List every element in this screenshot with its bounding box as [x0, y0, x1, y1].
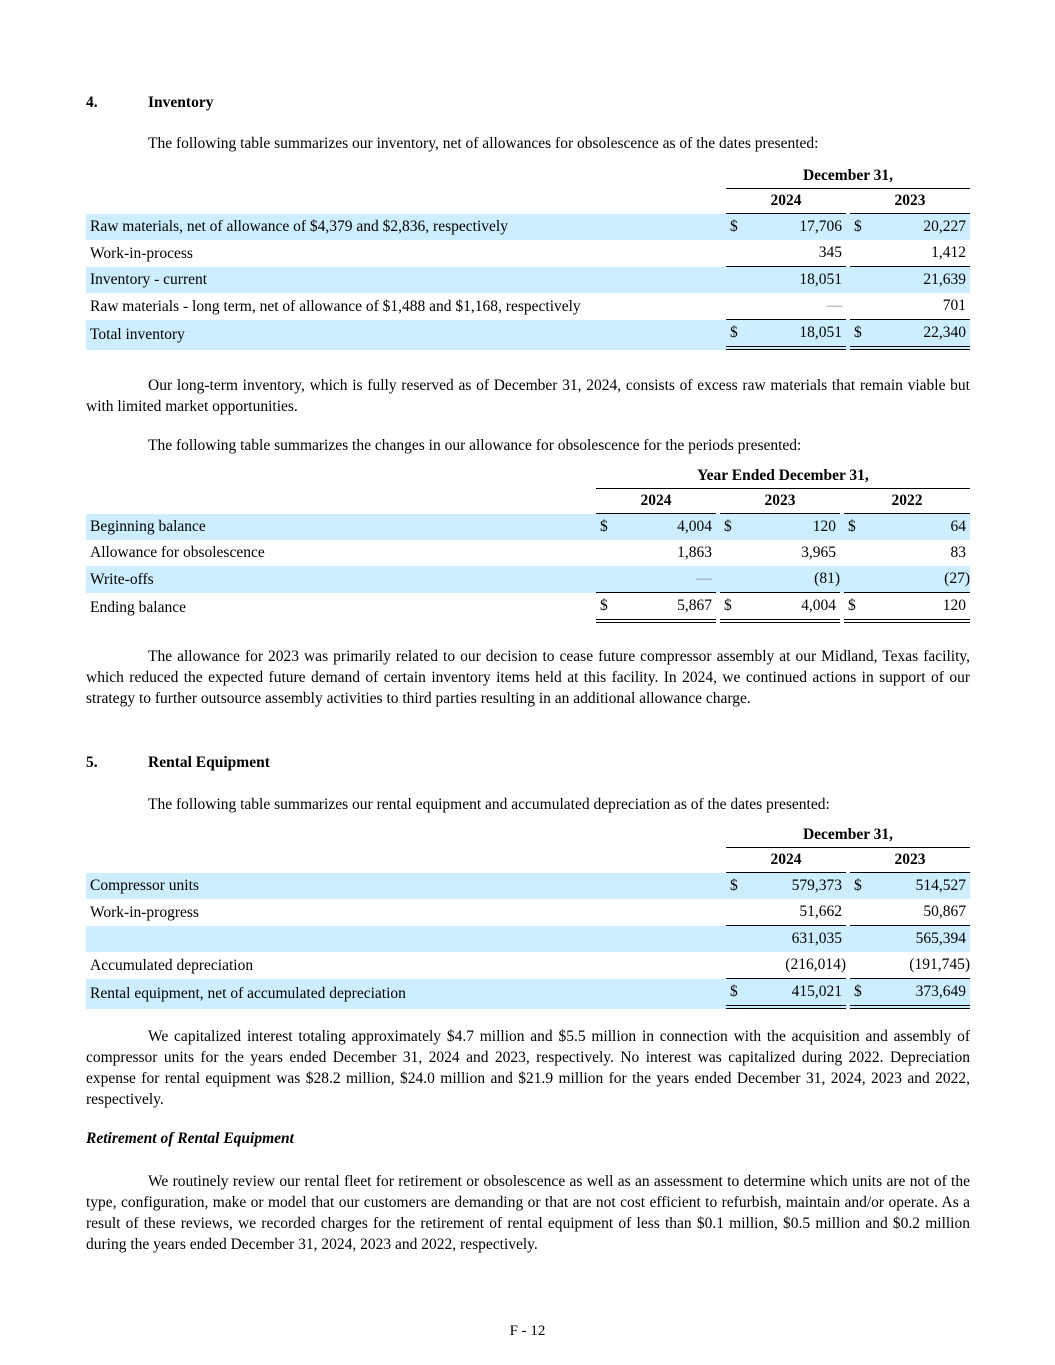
- section-number: 5.: [86, 754, 98, 771]
- cell-value: 4,004: [616, 514, 716, 540]
- row-label: Work-in-progress: [90, 903, 199, 921]
- dollar-sign: $: [720, 514, 740, 540]
- dollar-sign: $: [726, 979, 746, 1009]
- cell-value: 3,965: [801, 544, 836, 561]
- cell-value: 51,662: [746, 899, 846, 926]
- cell-value: 373,649: [870, 979, 970, 1009]
- table-row: [86, 566, 970, 593]
- cell-value: 64: [864, 514, 970, 540]
- section-number: 4.: [86, 94, 98, 111]
- row-label: Work-in-process: [90, 244, 193, 262]
- cell-value: (191,745): [870, 952, 970, 979]
- cell-value: 415,021: [746, 979, 846, 1009]
- column-header-2023: 2023: [720, 489, 840, 514]
- cell-value: 50,867: [870, 899, 970, 926]
- dollar-sign: $: [850, 320, 870, 350]
- dollar-sign: $: [850, 873, 870, 899]
- row-label: Raw materials, net of allowance of $4,379 and $2,836, respectively: [86, 214, 722, 240]
- cell-value: 120: [864, 593, 970, 623]
- column-header-2022: 2022: [844, 489, 970, 514]
- cell-value: (216,014): [746, 952, 846, 979]
- long-term-inventory-paragraph: Our long-term inventory, which is fully reserved as of December 31, 2024, consists of excess raw materials that remain viable but with limited market opportunities.: [86, 377, 970, 415]
- table-row: [86, 540, 970, 566]
- allowance-table-intro: The following table summarizes the changes in our allowance for obsolescence for the periods presented:: [148, 437, 802, 454]
- row-label: Allowance for obsolescence: [90, 544, 265, 561]
- table-row: [86, 926, 970, 952]
- dollar-sign: $: [596, 593, 616, 623]
- row-label: Write-offs: [86, 566, 592, 593]
- row-label: Rental equipment, net of accumulated depreciation: [86, 979, 722, 1009]
- table-row: [86, 320, 970, 350]
- capitalized-interest-paragraph: We capitalized interest totaling approximately $4.7 million and $5.5 million in connection with the acquisition and assembly of compressor units for the years ended December 31, 2024 and 2023, respectively. No interest was capitalized during 2022. Depreciation expense for rental equipment was $28.2 million, $24.0 million and $21.9 million for the years ended December 31, 2024, 2023 and 2022, respectively.: [86, 1028, 970, 1108]
- dollar-sign: $: [726, 214, 746, 240]
- section-5-heading: [86, 754, 270, 772]
- table-row: [86, 952, 970, 979]
- cell-value: 579,373: [746, 873, 846, 899]
- cell-value: —: [746, 293, 846, 320]
- table-row: [86, 593, 970, 623]
- column-group-header: Year Ended December 31,: [596, 464, 970, 489]
- cell-value: (27): [864, 566, 970, 593]
- table-row: [86, 899, 970, 926]
- section-title: Rental Equipment: [148, 754, 270, 771]
- cell-value: (81): [740, 566, 840, 593]
- cell-value: 5,867: [616, 593, 716, 623]
- cell-value: 4,004: [740, 593, 840, 623]
- cell-value: 21,639: [870, 267, 970, 293]
- rental-equipment-table: [86, 823, 970, 1009]
- cell-value: 18,051: [746, 320, 846, 350]
- inventory-table-intro: The following table summarizes our inventory, net of allowances for obsolescence as of the dates presented:: [148, 135, 819, 152]
- allowance-explanation-paragraph: The allowance for 2023 was primarily related to our decision to cease future compressor assembly at our Midland, Texas facility, which reduced the expected future demand of certain inventory items held at this facility. In 2024, we continued actions in support of our strategy to further outsource assembly activities to third parties resulting in an additional allowance charge.: [86, 648, 970, 707]
- retirement-paragraph: We routinely review our rental fleet for retirement or obsolescence as well as an assessment to determine which units are not of the type, configuration, make or model that our customers are demanding or that are not cost efficient to refurbish, maintain and/or operate. As a result of these reviews, we recorded charges for the retirement of rental equipment of less than $0.1 million, $0.5 million and $0.2 million during the years ended December 31, 2024, 2023 and 2022, respectively.: [86, 1173, 970, 1253]
- cell-value: 83: [950, 544, 966, 561]
- row-label: Beginning balance: [86, 514, 592, 540]
- cell-value: 18,051: [746, 267, 846, 293]
- inventory-table: [86, 164, 970, 350]
- dollar-sign: $: [844, 514, 864, 540]
- table-row: [86, 979, 970, 1009]
- column-header-2023: 2023: [850, 189, 970, 214]
- table-row: [86, 214, 970, 240]
- dollar-sign: $: [720, 593, 740, 623]
- row-label: Compressor units: [86, 873, 722, 899]
- dollar-sign: $: [726, 320, 746, 350]
- column-header-2024: 2024: [726, 189, 846, 214]
- cell-value: 631,035: [746, 926, 846, 952]
- table-row: [86, 293, 970, 320]
- table-row: [86, 873, 970, 899]
- column-header-2023: 2023: [850, 848, 970, 873]
- cell-value: 701: [870, 293, 970, 320]
- retirement-subheading: Retirement of Rental Equipment: [86, 1130, 294, 1147]
- dollar-sign: $: [596, 514, 616, 540]
- cell-value: —: [616, 566, 716, 593]
- cell-value: 120: [740, 514, 840, 540]
- page-number: F - 12: [509, 1323, 546, 1339]
- cell-value: 17,706: [746, 214, 846, 240]
- allowance-table: [86, 464, 970, 623]
- row-label: [86, 926, 722, 952]
- row-label: Raw materials - long term, net of allowance of $1,488 and $1,168, respectively: [90, 297, 581, 315]
- row-label: Ending balance: [90, 599, 186, 616]
- row-label: Accumulated depreciation: [90, 956, 254, 974]
- cell-value: 514,527: [870, 873, 970, 899]
- row-label: Total inventory: [86, 320, 722, 350]
- column-header-2024: 2024: [726, 848, 846, 873]
- cell-value: 345: [746, 240, 846, 267]
- column-group-header: December 31,: [726, 164, 970, 189]
- row-label: Inventory - current: [86, 267, 722, 293]
- dollar-sign: $: [844, 593, 864, 623]
- dollar-sign: $: [850, 979, 870, 1009]
- section-4-heading: [86, 94, 213, 112]
- cell-value: 1,412: [870, 240, 970, 267]
- cell-value: 22,340: [870, 320, 970, 350]
- rental-table-intro: The following table summarizes our rental equipment and accumulated depreciation as of the dates presented:: [148, 796, 830, 813]
- dollar-sign: $: [850, 214, 870, 240]
- column-header-2024: 2024: [596, 489, 716, 514]
- column-group-header: December 31,: [726, 823, 970, 848]
- table-row: [86, 514, 970, 540]
- section-title: Inventory: [148, 94, 214, 111]
- dollar-sign: $: [726, 873, 746, 899]
- cell-value: 565,394: [870, 926, 970, 952]
- cell-value: 20,227: [870, 214, 970, 240]
- cell-value: 1,863: [677, 544, 712, 561]
- table-row: [86, 240, 970, 267]
- table-row: [86, 267, 970, 293]
